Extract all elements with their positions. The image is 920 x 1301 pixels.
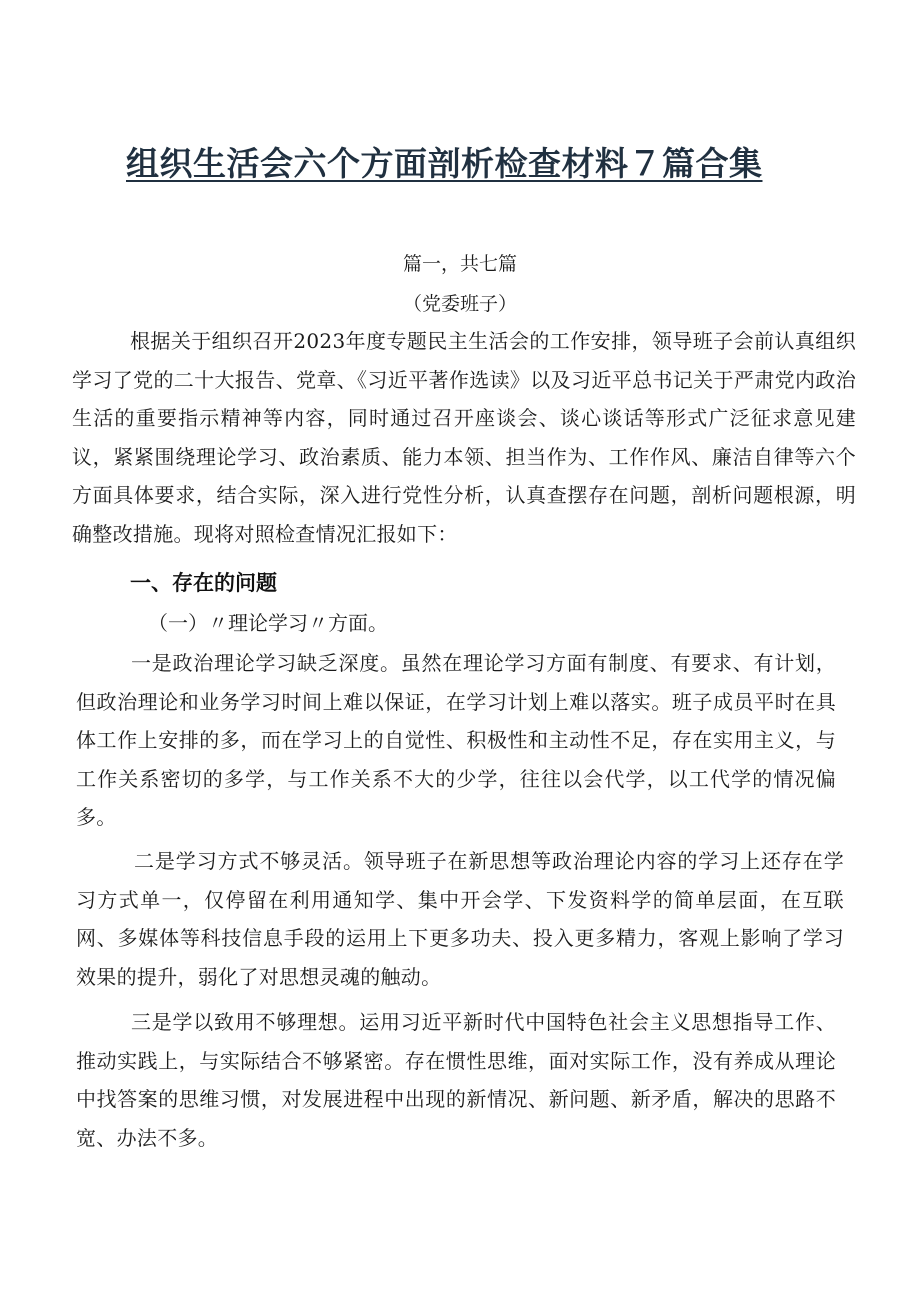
body-paragraph: 三是学以致用不够理想。运用习近平新时代中国特色社会主义思想指导工作、推动实践上，与实际结合不够紧密。存在惯性思维，面对实际工作，没有养成从理论中找答案的思维习惯，对发展进程中出现的新情况、新问题、新矛盾，解决的思路不宽、办法不多。 — [76, 1010, 836, 1150]
body-paragraph: 一是政治理论学习缺乏深度。虽然在理论学习方面有制度、有要求、有计划，但政治理论和业务学习时间上难以保证，在学习计划上难以落实。班子成员平时在具体工作上安排的多，而在学习上的自觉性、积极性和主动性不足，存在实用主义，与工作关系密切的多学，与工作关系不大的少学，往往以会代学，以工代学的情况偏多。 — [76, 651, 836, 830]
subsection-heading: （一）〃理论学习〃方面。 — [148, 611, 388, 635]
document-title: 组织生活会六个方面剖析检查材料７篇合集 — [126, 144, 763, 183]
section-heading: 一、存在的问题 — [130, 571, 277, 595]
part-subject: （党委班子） — [402, 293, 517, 315]
part-indicator: 篇一，共七篇 — [402, 253, 517, 275]
body-paragraph: 二是学习方式不够灵活。领导班子在新思想等政治理论内容的学习上还存在学习方式单一，仅停留在利用通知学、集中开会学、下发资料学的简单层面，在互联网、多媒体等科技信息手段的运用上下更多功夫、投入更多精力，客观上影响了学习效果的提升，弱化了对思想灵魂的触动。 — [76, 849, 844, 989]
intro-paragraph: 根据关于组织召开2023年度专题民主生活会的工作安排，领导班子会前认真组织学习了党的二十大报告、党章、《习近平著作选读》以及习近平总书记关于严肃党内政治生活的重要指示精神等内容，同时通过召开座谈会、谈心谈话等形式广泛征求意见建议，紧紧围绕理论学习、政治素质、能力本领、担当作为、工作作风、廉洁自律等六个方面具体要求，结合实际，深入进行党性分析，认真查摆存在问题，剖析问题根源，明确整改措施。现将对照检查情况汇报如下： — [72, 329, 856, 546]
